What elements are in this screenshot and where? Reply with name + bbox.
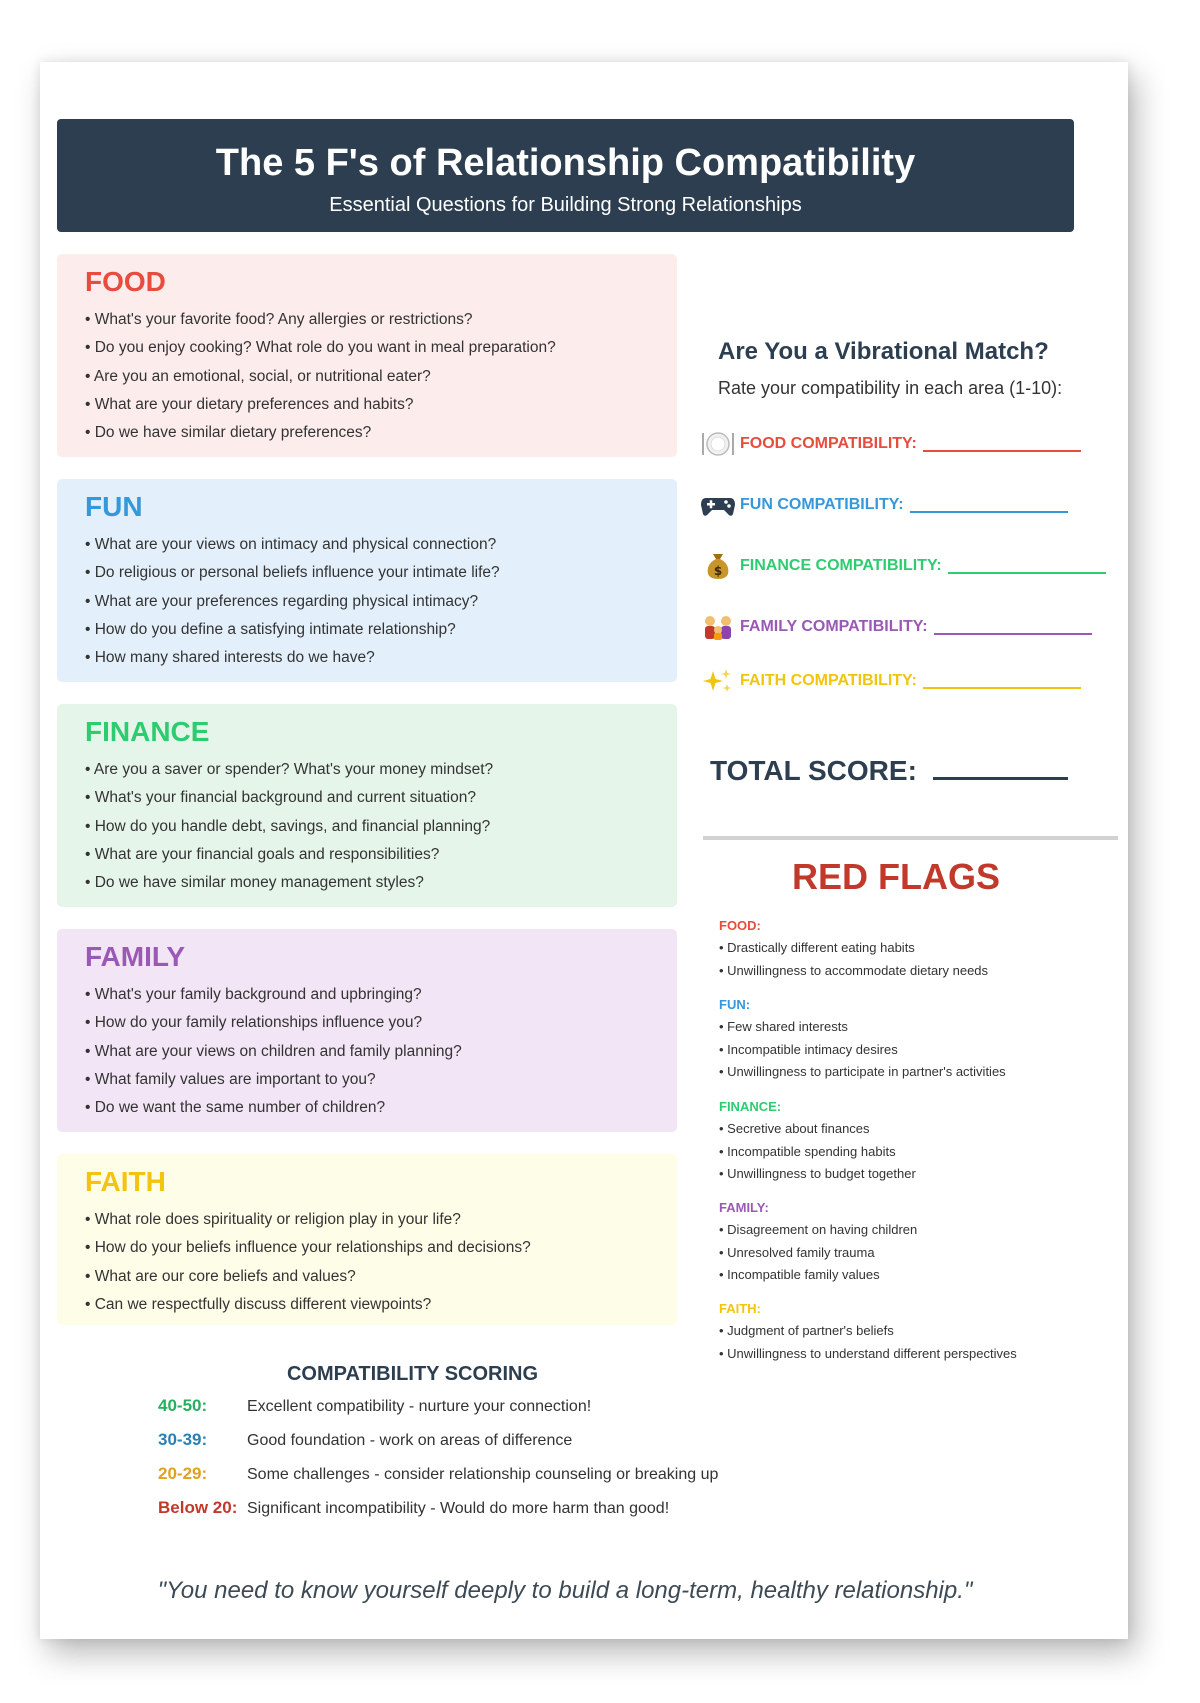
- question-item: • Do we want the same number of children?: [85, 1094, 677, 1122]
- section-family: [57, 929, 677, 1132]
- question-item: • How do your family relationships influence you?: [85, 1009, 677, 1037]
- scoring-range: 40-50:: [158, 1396, 208, 1415]
- page-subtitle: Essential Questions for Building Strong Relationships: [329, 194, 802, 216]
- rating-finance: [700, 552, 1106, 580]
- red-flag-item: • Unwillingness to accommodate dietary needs: [719, 960, 1119, 983]
- section-food: [57, 254, 677, 457]
- rating-blank[interactable]: [923, 673, 1081, 689]
- question-item: • Do religious or personal beliefs influence your intimate life?: [85, 559, 677, 587]
- scoring-row: [158, 1396, 591, 1416]
- red-flags-title: RED FLAGS: [791, 856, 1000, 897]
- section-title: FOOD: [85, 266, 166, 297]
- question-item: • How do your beliefs influence your relationships and decisions?: [85, 1234, 677, 1262]
- family-icon: [700, 613, 736, 641]
- total-score: [710, 755, 1068, 787]
- scoring-description: Excellent compatibility - nurture your connection!: [247, 1398, 592, 1415]
- match-subtitle: Rate your compatibility in each area (1-10):: [718, 378, 1063, 398]
- question-item: • Are you an emotional, social, or nutritional eater?: [85, 363, 677, 391]
- question-item: • What's your favorite food? Any allergies or restrictions?: [85, 306, 677, 334]
- rating-fun: [700, 491, 1068, 519]
- svg-text:$: $: [713, 564, 723, 578]
- red-flag-group-food: [719, 915, 1119, 982]
- red-flag-item: • Incompatible family values: [719, 1264, 1119, 1287]
- header-banner: [57, 119, 1074, 232]
- rating-family: [700, 613, 1092, 641]
- red-flag-item: • Secretive about finances: [719, 1118, 1119, 1141]
- red-flag-item: • Disagreement on having children: [719, 1219, 1119, 1242]
- red-flag-group-fun: [719, 994, 1119, 1084]
- scoring-title: COMPATIBILITY SCORING: [286, 1363, 539, 1385]
- red-flag-group-finance: [719, 1096, 1119, 1186]
- question-item: • What role does spirituality or religion play in your life?: [85, 1206, 677, 1234]
- question-item: • How do you handle debt, savings, and financial planning?: [85, 813, 677, 841]
- section-title: FINANCE: [85, 716, 210, 747]
- game-controller-icon: [700, 491, 736, 519]
- section-title: FUN: [85, 491, 143, 522]
- question-item: • Do we have similar money management styles?: [85, 869, 677, 897]
- rating-blank[interactable]: [923, 436, 1081, 452]
- section-title: FAMILY: [85, 941, 186, 972]
- scoring-description: Some challenges - consider relationship counseling or breaking up: [247, 1466, 719, 1483]
- red-flag-item: • Unwillingness to understand different perspectives: [719, 1343, 1119, 1366]
- question-item: • Are you a saver or spender? What's your money mindset?: [85, 756, 677, 784]
- rating-label: FAMILY COMPATIBILITY:: [740, 618, 928, 635]
- scoring-row: [158, 1430, 572, 1450]
- red-flag-item: • Unresolved family trauma: [719, 1242, 1119, 1265]
- red-flag-category: FOOD:: [719, 918, 761, 933]
- red-flag-item: • Judgment of partner's beliefs: [719, 1320, 1119, 1343]
- question-item: • What are your views on children and family planning?: [85, 1038, 677, 1066]
- page-title: The 5 F's of Relationship Compatibility: [215, 142, 916, 184]
- question-item: • What are our core beliefs and values?: [85, 1263, 677, 1291]
- red-flag-item: • Incompatible spending habits: [719, 1141, 1119, 1164]
- section-faith: [57, 1154, 677, 1325]
- total-score-blank[interactable]: [933, 755, 1068, 780]
- rating-label: FOOD COMPATIBILITY:: [740, 435, 917, 452]
- question-item: • What are your financial goals and responsibilities?: [85, 841, 677, 869]
- scoring-range: 30-39:: [158, 1430, 208, 1449]
- red-flag-category: FAITH:: [719, 1301, 761, 1316]
- scoring-range: Below 20:: [158, 1498, 238, 1517]
- question-item: • Do you enjoy cooking? What role do you want in meal preparation?: [85, 334, 677, 362]
- question-item: • How do you define a satisfying intimate relationship?: [85, 616, 677, 644]
- question-item: • Do we have similar dietary preferences?: [85, 419, 677, 447]
- question-item: • What are your dietary preferences and habits?: [85, 391, 677, 419]
- rating-blank[interactable]: [948, 558, 1106, 574]
- red-flag-category: FINANCE:: [719, 1099, 782, 1114]
- plate-icon: [700, 430, 736, 458]
- red-flag-group-family: [719, 1197, 1119, 1287]
- question-item: • What's your financial background and current situation?: [85, 784, 677, 812]
- section-fun: [57, 479, 677, 682]
- section-title: FAITH: [85, 1166, 166, 1197]
- footer-quote: "You need to know yourself deeply to build a long-term, healthy relationship.": [157, 1577, 973, 1604]
- scoring-range: 20-29:: [158, 1464, 208, 1483]
- sparkles-icon: [700, 667, 736, 695]
- rating-blank[interactable]: [910, 497, 1068, 513]
- question-item: • What are your views on intimacy and physical connection?: [85, 531, 677, 559]
- total-score-label: TOTAL SCORE:: [710, 755, 917, 786]
- money-bag-icon: [700, 552, 736, 580]
- rating-blank[interactable]: [934, 619, 1092, 635]
- red-flag-item: • Unwillingness to participate in partner's activities: [719, 1061, 1119, 1084]
- scoring-row: [158, 1498, 669, 1518]
- question-item: • What's your family background and upbringing?: [85, 981, 677, 1009]
- red-flag-item: • Drastically different eating habits: [719, 937, 1119, 960]
- scoring-description: Good foundation - work on areas of difference: [247, 1432, 573, 1449]
- divider: [703, 836, 1118, 840]
- match-title: Are You a Vibrational Match?: [718, 338, 1049, 365]
- red-flag-item: • Few shared interests: [719, 1016, 1119, 1039]
- red-flag-category: FUN:: [719, 997, 751, 1012]
- question-item: • What family values are important to you?: [85, 1066, 677, 1094]
- rating-food: [700, 430, 1081, 458]
- question-item: • How many shared interests do we have?: [85, 644, 677, 672]
- scoring-description: Significant incompatibility - Would do more harm than good!: [247, 1500, 670, 1517]
- section-finance: [57, 704, 677, 907]
- red-flag-category: FAMILY:: [719, 1200, 769, 1215]
- rating-faith: [700, 667, 1081, 695]
- rating-label: FINANCE COMPATIBILITY:: [740, 557, 942, 574]
- rating-label: FAITH COMPATIBILITY:: [740, 672, 917, 689]
- red-flag-item: • Unwillingness to budget together: [719, 1163, 1119, 1186]
- question-item: • Can we respectfully discuss different viewpoints?: [85, 1291, 677, 1319]
- red-flag-item: • Incompatible intimacy desires: [719, 1039, 1119, 1062]
- scoring-row: [158, 1464, 718, 1484]
- question-item: • What are your preferences regarding physical intimacy?: [85, 588, 677, 616]
- rating-label: FUN COMPATIBILITY:: [740, 496, 904, 513]
- red-flag-group-faith: [719, 1298, 1119, 1365]
